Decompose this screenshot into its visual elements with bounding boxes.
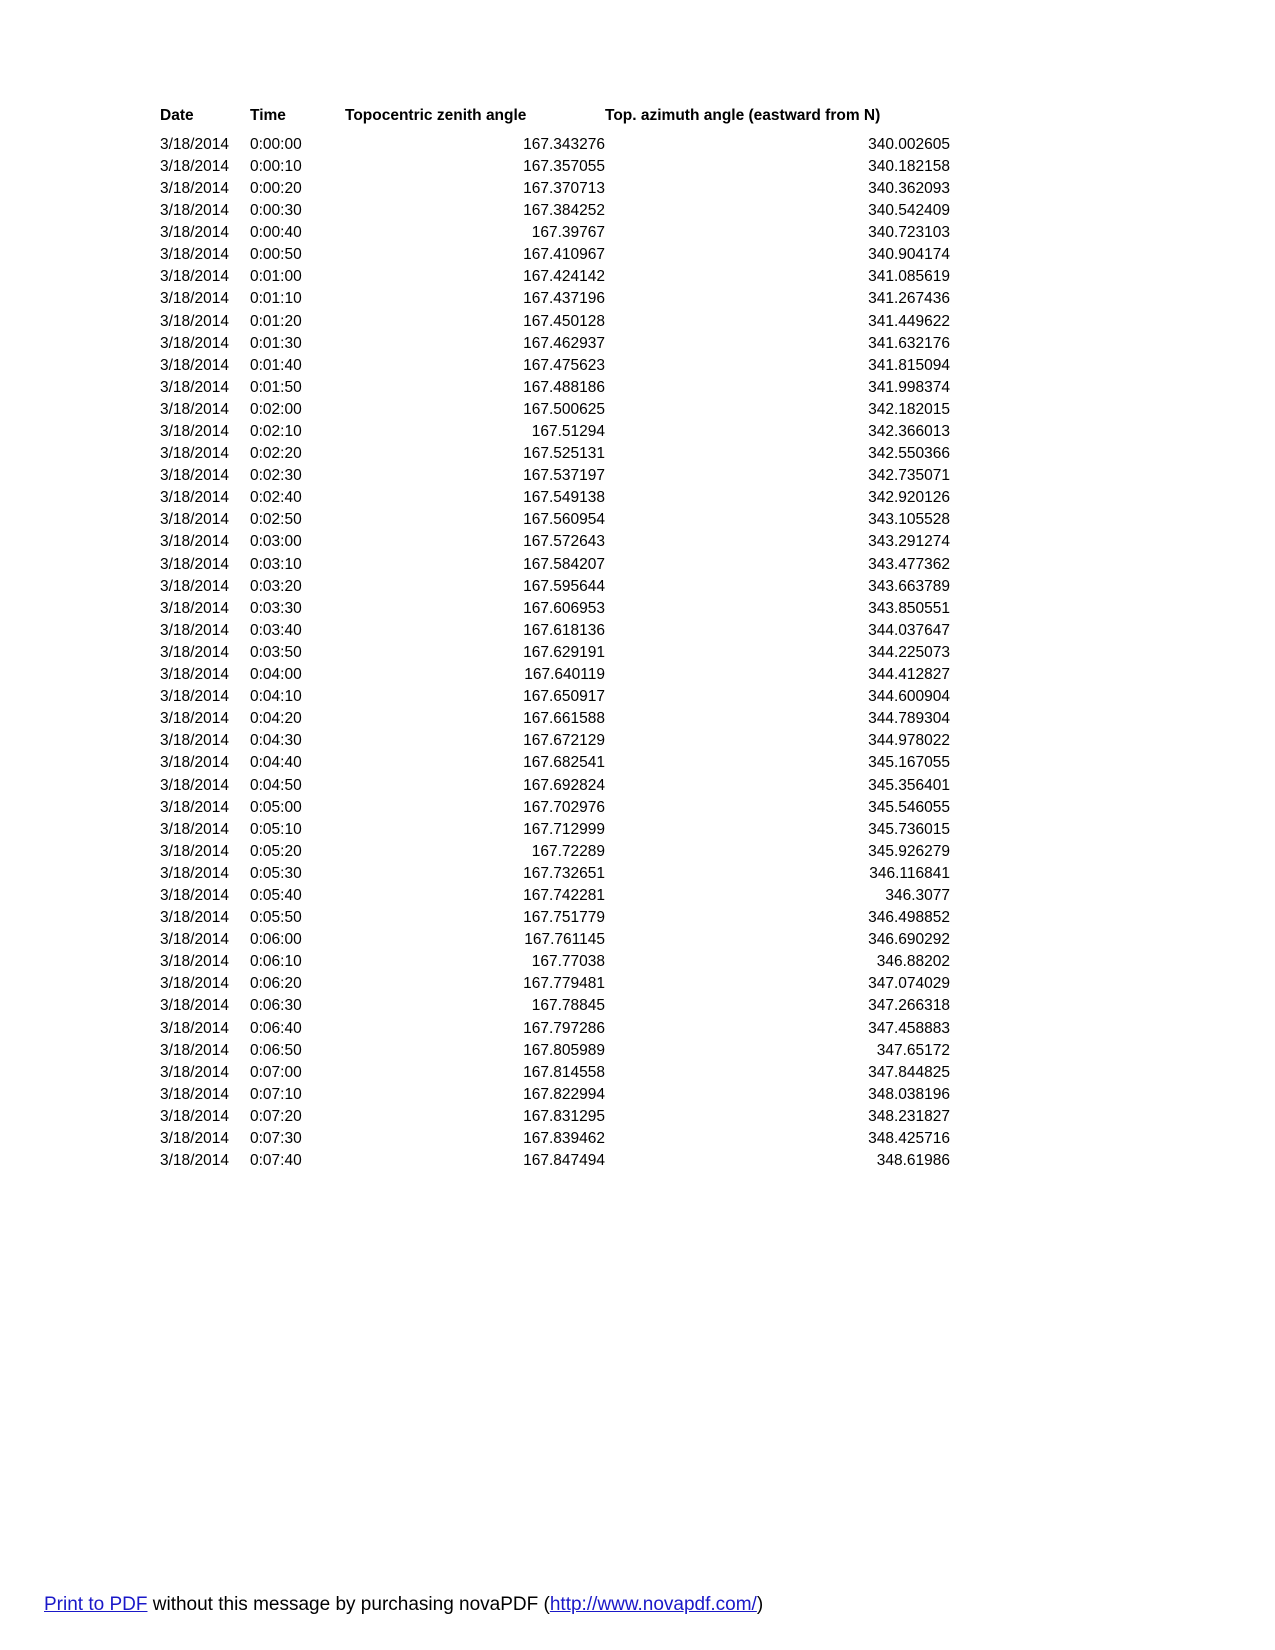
cell-zenith-angle: 167.584207 xyxy=(523,555,605,573)
cell-date: 3/18/2014 xyxy=(160,467,229,485)
cell-date: 3/18/2014 xyxy=(160,776,229,794)
table-row xyxy=(160,885,950,907)
cell-time: 0:00:30 xyxy=(250,202,302,220)
cell-azimuth-angle: 343.663789 xyxy=(868,577,950,595)
table-row xyxy=(160,752,950,774)
cell-date: 3/18/2014 xyxy=(160,886,229,904)
table-row xyxy=(160,443,950,465)
cell-azimuth-angle: 344.978022 xyxy=(868,732,950,750)
cell-azimuth-angle: 348.61986 xyxy=(876,1152,950,1170)
cell-date: 3/18/2014 xyxy=(160,423,229,441)
cell-azimuth-angle: 347.844825 xyxy=(868,1063,950,1081)
table-row xyxy=(160,929,950,951)
cell-zenith-angle: 167.488186 xyxy=(523,378,605,396)
table-row xyxy=(160,421,950,443)
cell-time: 0:03:20 xyxy=(250,577,302,595)
cell-date: 3/18/2014 xyxy=(160,1152,229,1170)
cell-date: 3/18/2014 xyxy=(160,688,229,706)
cell-azimuth-angle: 341.267436 xyxy=(868,290,950,308)
cell-azimuth-angle: 340.542409 xyxy=(868,202,950,220)
cell-zenith-angle: 167.822994 xyxy=(523,1085,605,1103)
cell-time: 0:00:40 xyxy=(250,224,302,242)
cell-azimuth-angle: 347.074029 xyxy=(868,975,950,993)
column-header-time: Time xyxy=(250,107,286,124)
cell-azimuth-angle: 346.116841 xyxy=(869,864,950,882)
cell-time: 0:01:20 xyxy=(250,312,302,330)
cell-azimuth-angle: 347.65172 xyxy=(876,1041,950,1059)
cell-azimuth-angle: 348.231827 xyxy=(868,1107,950,1125)
cell-time: 0:06:30 xyxy=(250,997,302,1015)
cell-date: 3/18/2014 xyxy=(160,953,229,971)
cell-zenith-angle: 167.814558 xyxy=(523,1063,605,1081)
novapdf-footer-message xyxy=(44,1594,763,1616)
table-row xyxy=(160,664,950,686)
cell-date: 3/18/2014 xyxy=(160,621,229,639)
novapdf-url-link[interactable]: http://www.novapdf.com/ xyxy=(549,1594,757,1615)
table-row xyxy=(160,1061,950,1083)
table-row xyxy=(160,995,950,1017)
cell-time: 0:06:20 xyxy=(250,975,302,993)
table-row xyxy=(160,332,950,354)
cell-zenith-angle: 167.39767 xyxy=(531,224,605,242)
cell-zenith-angle: 167.450128 xyxy=(523,312,605,330)
cell-time: 0:01:10 xyxy=(250,290,302,308)
cell-date: 3/18/2014 xyxy=(160,997,229,1015)
cell-azimuth-angle: 345.926279 xyxy=(868,842,950,860)
cell-azimuth-angle: 348.038196 xyxy=(868,1085,950,1103)
table-row xyxy=(160,178,950,200)
cell-azimuth-angle: 346.690292 xyxy=(868,931,950,949)
cell-time: 0:06:50 xyxy=(250,1041,302,1059)
cell-zenith-angle: 167.343276 xyxy=(523,135,605,153)
cell-date: 3/18/2014 xyxy=(160,798,229,816)
cell-time: 0:07:10 xyxy=(250,1085,302,1103)
column-header-date: Date xyxy=(160,107,194,124)
cell-zenith-angle: 167.779481 xyxy=(523,975,605,993)
cell-date: 3/18/2014 xyxy=(160,445,229,463)
cell-zenith-angle: 167.618136 xyxy=(523,621,605,639)
cell-zenith-angle: 167.549138 xyxy=(523,489,605,507)
cell-zenith-angle: 167.525131 xyxy=(523,445,605,463)
cell-time: 0:04:10 xyxy=(250,688,302,706)
cell-date: 3/18/2014 xyxy=(160,378,229,396)
cell-time: 0:06:40 xyxy=(250,1019,302,1037)
table-row xyxy=(160,708,950,730)
table-row xyxy=(160,642,950,664)
solar-position-table-container xyxy=(160,108,980,1172)
cell-zenith-angle: 167.537197 xyxy=(523,467,605,485)
cell-zenith-angle: 167.475623 xyxy=(523,356,605,374)
cell-time: 0:05:20 xyxy=(250,842,302,860)
cell-date: 3/18/2014 xyxy=(160,666,229,684)
cell-zenith-angle: 167.732651 xyxy=(523,864,605,882)
cell-azimuth-angle: 340.002605 xyxy=(868,135,950,153)
cell-date: 3/18/2014 xyxy=(160,1019,229,1037)
cell-azimuth-angle: 342.550366 xyxy=(868,445,950,463)
cell-time: 0:04:50 xyxy=(250,776,302,794)
cell-zenith-angle: 167.437196 xyxy=(523,290,605,308)
cell-azimuth-angle: 343.105528 xyxy=(868,511,950,529)
cell-azimuth-angle: 345.356401 xyxy=(868,776,950,794)
cell-time: 0:02:40 xyxy=(250,489,302,507)
cell-zenith-angle: 167.72289 xyxy=(531,842,605,860)
table-row xyxy=(160,774,950,796)
cell-azimuth-angle: 341.449622 xyxy=(868,312,950,330)
table-body xyxy=(160,134,950,1172)
cell-zenith-angle: 167.640119 xyxy=(524,666,605,684)
cell-time: 0:03:00 xyxy=(250,533,302,551)
table-row xyxy=(160,973,950,995)
cell-azimuth-angle: 343.291274 xyxy=(868,533,950,551)
table-row xyxy=(160,818,950,840)
cell-date: 3/18/2014 xyxy=(160,400,229,418)
cell-azimuth-angle: 340.362093 xyxy=(868,179,950,197)
table-row xyxy=(160,553,950,575)
cell-zenith-angle: 167.692824 xyxy=(523,776,605,794)
cell-time: 0:01:30 xyxy=(250,334,302,352)
cell-azimuth-angle: 342.735071 xyxy=(868,467,950,485)
cell-azimuth-angle: 344.600904 xyxy=(868,688,950,706)
cell-time: 0:05:10 xyxy=(250,820,302,838)
cell-time: 0:07:00 xyxy=(250,1063,302,1081)
table-row xyxy=(160,200,950,222)
table-row xyxy=(160,730,950,752)
cell-time: 0:07:30 xyxy=(250,1130,302,1148)
table-row xyxy=(160,465,950,487)
table-row xyxy=(160,951,950,973)
cell-date: 3/18/2014 xyxy=(160,157,229,175)
table-row xyxy=(160,907,950,929)
cell-zenith-angle: 167.839462 xyxy=(523,1130,605,1148)
cell-date: 3/18/2014 xyxy=(160,135,229,153)
cell-time: 0:04:30 xyxy=(250,732,302,750)
cell-zenith-angle: 167.384252 xyxy=(523,202,605,220)
cell-azimuth-angle: 344.789304 xyxy=(868,710,950,728)
table-row xyxy=(160,288,950,310)
table-row xyxy=(160,531,950,553)
table-row xyxy=(160,796,950,818)
column-header-azimuth-angle: Top. azimuth angle (eastward from N) xyxy=(605,107,881,124)
cell-azimuth-angle: 342.182015 xyxy=(868,400,950,418)
cell-zenith-angle: 167.78845 xyxy=(531,997,605,1015)
cell-zenith-angle: 167.606953 xyxy=(523,599,605,617)
cell-date: 3/18/2014 xyxy=(160,1130,229,1148)
column-header-zenith-angle: Topocentric zenith angle xyxy=(345,107,527,124)
table-header xyxy=(160,108,950,134)
cell-date: 3/18/2014 xyxy=(160,864,229,882)
cell-date: 3/18/2014 xyxy=(160,754,229,772)
cell-zenith-angle: 167.560954 xyxy=(523,511,605,529)
cell-zenith-angle: 167.682541 xyxy=(523,754,605,772)
cell-time: 0:05:30 xyxy=(250,864,302,882)
cell-time: 0:02:20 xyxy=(250,445,302,463)
table-row xyxy=(160,266,950,288)
cell-date: 3/18/2014 xyxy=(160,931,229,949)
cell-azimuth-angle: 346.88202 xyxy=(876,953,950,971)
cell-zenith-angle: 167.661588 xyxy=(523,710,605,728)
cell-zenith-angle: 167.357055 xyxy=(523,157,605,175)
cell-date: 3/18/2014 xyxy=(160,224,229,242)
cell-time: 0:03:50 xyxy=(250,643,302,661)
cell-date: 3/18/2014 xyxy=(160,820,229,838)
cell-time: 0:05:40 xyxy=(250,886,302,904)
cell-date: 3/18/2014 xyxy=(160,268,229,286)
cell-azimuth-angle: 347.266318 xyxy=(868,997,950,1015)
table-row xyxy=(160,222,950,244)
table-row xyxy=(160,597,950,619)
cell-date: 3/18/2014 xyxy=(160,732,229,750)
table-row xyxy=(160,1106,950,1128)
cell-date: 3/18/2014 xyxy=(160,1107,229,1125)
cell-time: 0:01:00 xyxy=(250,268,302,286)
cell-time: 0:04:40 xyxy=(250,754,302,772)
cell-time: 0:05:00 xyxy=(250,798,302,816)
cell-azimuth-angle: 345.546055 xyxy=(868,798,950,816)
table-row xyxy=(160,377,950,399)
cell-zenith-angle: 167.462937 xyxy=(523,334,605,352)
cell-time: 0:04:20 xyxy=(250,710,302,728)
cell-zenith-angle: 167.650917 xyxy=(523,688,605,706)
table-row xyxy=(160,841,950,863)
table-row xyxy=(160,1150,950,1172)
table-row xyxy=(160,487,950,509)
cell-zenith-angle: 167.77038 xyxy=(531,953,605,971)
cell-zenith-angle: 167.847494 xyxy=(523,1152,605,1170)
cell-zenith-angle: 167.797286 xyxy=(523,1019,605,1037)
cell-date: 3/18/2014 xyxy=(160,710,229,728)
table-row xyxy=(160,575,950,597)
cell-time: 0:02:30 xyxy=(250,467,302,485)
cell-time: 0:03:30 xyxy=(250,599,302,617)
cell-date: 3/18/2014 xyxy=(160,643,229,661)
cell-date: 3/18/2014 xyxy=(160,1041,229,1059)
print-to-pdf-link[interactable]: Print to PDF xyxy=(44,1594,148,1615)
cell-date: 3/18/2014 xyxy=(160,577,229,595)
cell-zenith-angle: 167.751779 xyxy=(523,909,605,927)
cell-date: 3/18/2014 xyxy=(160,246,229,264)
cell-azimuth-angle: 340.182158 xyxy=(868,157,950,175)
cell-azimuth-angle: 342.366013 xyxy=(868,423,950,441)
cell-azimuth-angle: 342.920126 xyxy=(868,489,950,507)
table-row xyxy=(160,399,950,421)
cell-azimuth-angle: 343.477362 xyxy=(868,555,950,573)
cell-zenith-angle: 167.410967 xyxy=(523,246,605,264)
cell-time: 0:02:50 xyxy=(250,511,302,529)
cell-time: 0:02:00 xyxy=(250,400,302,418)
table-row xyxy=(160,1039,950,1061)
cell-zenith-angle: 167.51294 xyxy=(531,423,605,441)
cell-date: 3/18/2014 xyxy=(160,975,229,993)
cell-azimuth-angle: 348.425716 xyxy=(868,1130,950,1148)
cell-azimuth-angle: 341.085619 xyxy=(868,268,950,286)
cell-date: 3/18/2014 xyxy=(160,555,229,573)
cell-time: 0:04:00 xyxy=(250,666,302,684)
cell-date: 3/18/2014 xyxy=(160,842,229,860)
cell-zenith-angle: 167.831295 xyxy=(523,1107,605,1125)
cell-zenith-angle: 167.672129 xyxy=(523,732,605,750)
cell-time: 0:03:40 xyxy=(250,621,302,639)
cell-azimuth-angle: 341.632176 xyxy=(868,334,950,352)
cell-date: 3/18/2014 xyxy=(160,599,229,617)
solar-position-table xyxy=(160,108,950,1172)
cell-zenith-angle: 167.712999 xyxy=(523,820,605,838)
cell-zenith-angle: 167.742281 xyxy=(523,886,605,904)
cell-azimuth-angle: 344.225073 xyxy=(868,643,950,661)
cell-time: 0:01:50 xyxy=(250,378,302,396)
table-row xyxy=(160,156,950,178)
cell-zenith-angle: 167.424142 xyxy=(523,268,605,286)
footer-message-text: without this message by purchasing novaPDF ( xyxy=(147,1594,550,1615)
cell-time: 0:07:20 xyxy=(250,1107,302,1125)
cell-azimuth-angle: 346.3077 xyxy=(885,886,950,904)
cell-zenith-angle: 167.805989 xyxy=(523,1041,605,1059)
cell-date: 3/18/2014 xyxy=(160,1085,229,1103)
table-row xyxy=(160,686,950,708)
table-row xyxy=(160,1017,950,1039)
cell-zenith-angle: 167.595644 xyxy=(523,577,605,595)
cell-azimuth-angle: 347.458883 xyxy=(868,1019,950,1037)
table-row xyxy=(160,1084,950,1106)
cell-date: 3/18/2014 xyxy=(160,1063,229,1081)
cell-azimuth-angle: 340.723103 xyxy=(868,224,950,242)
cell-date: 3/18/2014 xyxy=(160,533,229,551)
cell-date: 3/18/2014 xyxy=(160,334,229,352)
table-row xyxy=(160,620,950,642)
cell-time: 0:06:10 xyxy=(250,953,302,971)
cell-time: 0:00:20 xyxy=(250,179,302,197)
cell-date: 3/18/2014 xyxy=(160,202,229,220)
cell-date: 3/18/2014 xyxy=(160,312,229,330)
cell-zenith-angle: 167.500625 xyxy=(523,400,605,418)
cell-azimuth-angle: 341.998374 xyxy=(868,378,950,396)
cell-azimuth-angle: 344.412827 xyxy=(868,666,950,684)
cell-zenith-angle: 167.572643 xyxy=(523,533,605,551)
cell-time: 0:07:40 xyxy=(250,1152,302,1170)
cell-azimuth-angle: 344.037647 xyxy=(868,621,950,639)
table-row xyxy=(160,244,950,266)
table-row xyxy=(160,354,950,376)
table-header-row xyxy=(160,108,950,134)
cell-date: 3/18/2014 xyxy=(160,511,229,529)
table-row xyxy=(160,134,950,156)
cell-time: 0:00:50 xyxy=(250,246,302,264)
cell-time: 0:00:00 xyxy=(250,135,302,153)
cell-time: 0:01:40 xyxy=(250,356,302,374)
cell-time: 0:06:00 xyxy=(250,931,302,949)
cell-azimuth-angle: 340.904174 xyxy=(868,246,950,264)
table-row xyxy=(160,509,950,531)
table-row xyxy=(160,310,950,332)
cell-zenith-angle: 167.370713 xyxy=(523,179,605,197)
cell-date: 3/18/2014 xyxy=(160,290,229,308)
cell-date: 3/18/2014 xyxy=(160,489,229,507)
cell-date: 3/18/2014 xyxy=(160,356,229,374)
cell-zenith-angle: 167.702976 xyxy=(523,798,605,816)
cell-zenith-angle: 167.761145 xyxy=(524,931,605,949)
table-row xyxy=(160,1128,950,1150)
table-row xyxy=(160,863,950,885)
cell-azimuth-angle: 343.850551 xyxy=(868,599,950,617)
cell-time: 0:00:10 xyxy=(250,157,302,175)
cell-time: 0:02:10 xyxy=(250,423,302,441)
cell-date: 3/18/2014 xyxy=(160,179,229,197)
cell-zenith-angle: 167.629191 xyxy=(523,643,605,661)
cell-azimuth-angle: 341.815094 xyxy=(868,356,950,374)
cell-date: 3/18/2014 xyxy=(160,909,229,927)
footer-closing-paren: ) xyxy=(756,1594,764,1615)
cell-time: 0:05:50 xyxy=(250,909,302,927)
cell-azimuth-angle: 345.736015 xyxy=(868,820,950,838)
cell-azimuth-angle: 346.498852 xyxy=(868,909,950,927)
cell-azimuth-angle: 345.167055 xyxy=(868,754,950,772)
cell-time: 0:03:10 xyxy=(250,555,302,573)
